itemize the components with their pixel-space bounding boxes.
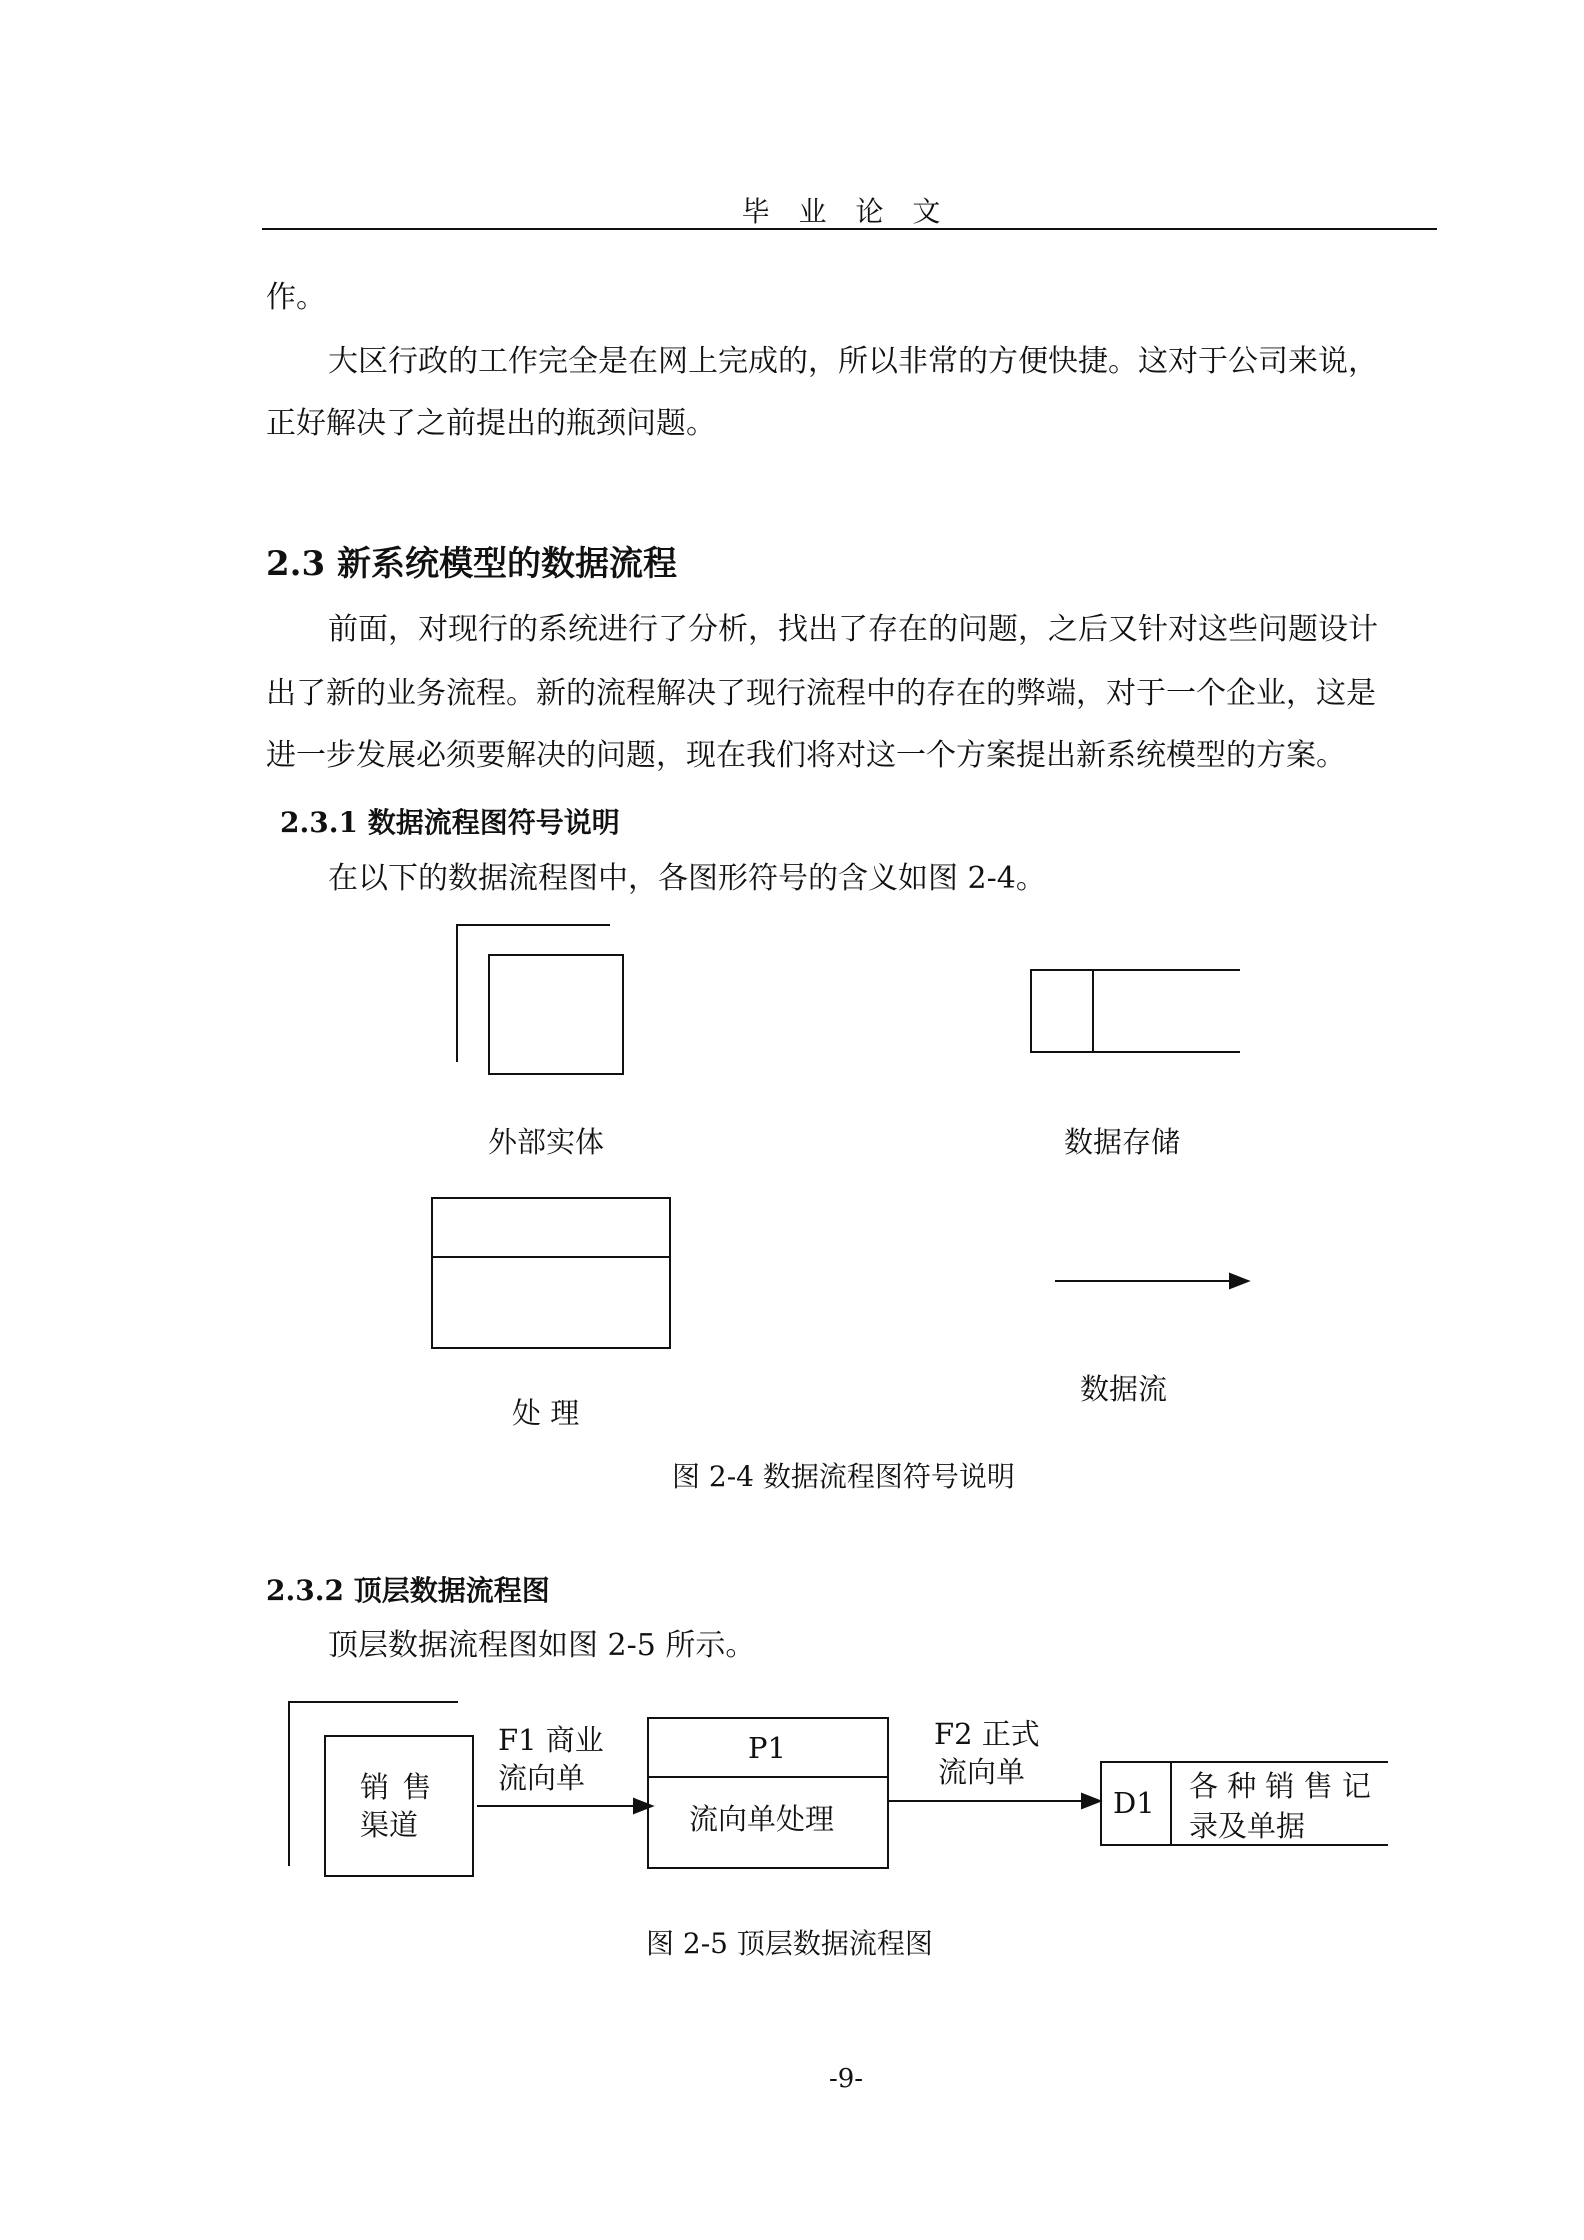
process-p1-id: P1 <box>748 1731 786 1765</box>
data-store-d1-id: D1 <box>1113 1786 1155 1820</box>
paragraph-line: 在以下的数据流程图中，各图形符号的含义如图 2-4。 <box>328 861 1046 896</box>
paragraph-line: 大区行政的工作完全是在网上完成的，所以非常的方便快捷。这对于公司来说， <box>328 344 1378 379</box>
paragraph-line: 顶层数据流程图如图 2-5 所示。 <box>328 1628 756 1663</box>
flow-f2-label-line2: 流向单 <box>938 1755 1026 1789</box>
page-number: -9- <box>828 2064 864 2094</box>
flow-f1-arrow <box>477 1799 652 1813</box>
flow-f1-label-line2: 流向单 <box>498 1761 586 1795</box>
paragraph-line: 出了新的业务流程。新的流程解决了现行流程中的存在的弊端，对于一个企业，这是 <box>266 676 1376 711</box>
paragraph-continuation: 作。 <box>266 280 326 315</box>
paragraph-line: 前面，对现行的系统进行了分析，找出了存在的问题，之后又针对这些问题设计 <box>328 612 1378 647</box>
flow-f2-arrow <box>888 1794 1100 1808</box>
flow-f1-label-line1: F1 商业 <box>498 1723 604 1757</box>
external-entity-label: 外部实体 <box>488 1125 605 1159</box>
section-heading-2-3: 2.3 新系统模型的数据流程 <box>266 544 677 584</box>
section-heading-2-3-1: 2.3.1 数据流程图符号说明 <box>280 806 620 839</box>
paragraph-line: 进一步发展必须要解决的问题，现在我们将对这一个方案提出新系统模型的方案。 <box>266 738 1346 773</box>
figure-2-5-caption: 图 2-5 顶层数据流程图 <box>646 1927 933 1960</box>
data-store-label: 数据存储 <box>1064 1125 1181 1159</box>
data-store-d1-label-line1: 各 种 销 售 记 <box>1189 1769 1371 1803</box>
page-header-title: 毕 业 论 文 <box>741 195 951 228</box>
process-label: 处 理 <box>512 1396 580 1430</box>
sales-channel-label-line2: 渠道 <box>360 1808 419 1842</box>
data-flow-label: 数据流 <box>1080 1372 1168 1406</box>
flow-f2-label-line1: F2 正式 <box>934 1717 1040 1751</box>
data-store-d1-label-line2: 录及单据 <box>1189 1809 1306 1843</box>
figure-2-4-caption: 图 2-4 数据流程图符号说明 <box>672 1460 1015 1493</box>
section-heading-2-3-2: 2.3.2 顶层数据流程图 <box>266 1574 550 1607</box>
sales-channel-label-line1: 销 售 <box>360 1770 434 1804</box>
process-p1-name: 流向单处理 <box>689 1802 835 1836</box>
paragraph-line: 正好解决了之前提出的瓶颈问题。 <box>266 406 716 441</box>
